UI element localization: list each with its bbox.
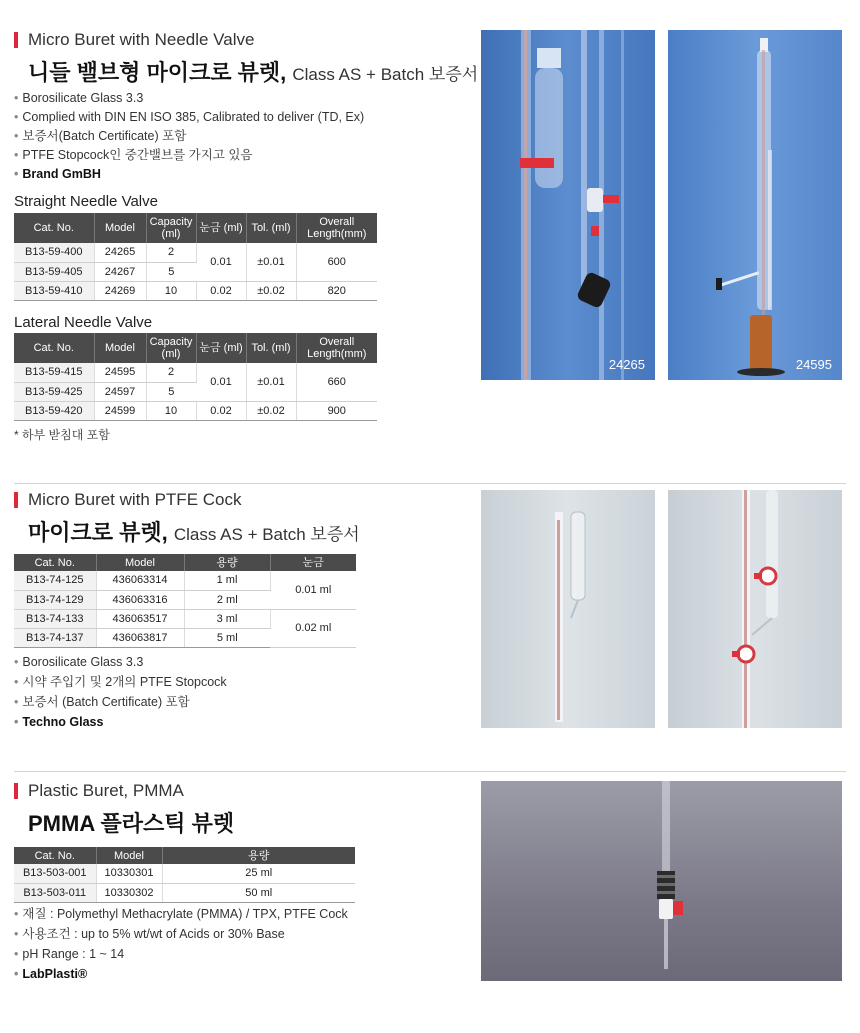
cell-cat: B13-59-420 bbox=[14, 401, 94, 420]
cell-volume: 1 ml bbox=[184, 571, 270, 590]
feature-item: • 보증서(Batch Certificate) 포함 bbox=[14, 127, 364, 146]
feature-item-brand: • Brand GmBH bbox=[14, 165, 364, 184]
col-cat-no: Cat. No. bbox=[14, 213, 94, 243]
feature-item: • Borosilicate Glass 3.3 bbox=[14, 652, 227, 672]
table-row bbox=[14, 864, 355, 883]
cell-length: 660 bbox=[296, 363, 377, 401]
straight-valve-table bbox=[14, 213, 377, 301]
section3-title-en: Plastic Buret, PMMA bbox=[28, 781, 184, 800]
red-bar-icon bbox=[14, 32, 18, 48]
col-model: Model bbox=[94, 333, 146, 363]
col-cat-no: Cat. No. bbox=[14, 847, 96, 864]
cell-capacity: 10 bbox=[146, 281, 196, 300]
cell-cat: B13-503-011 bbox=[14, 883, 96, 902]
red-bar-icon bbox=[14, 783, 18, 799]
pmma-table bbox=[14, 847, 355, 903]
cell-model: 24265 bbox=[94, 243, 146, 262]
feature-item: • 사용조건 : up to 5% wt/wt of Acids or 30% Base bbox=[14, 924, 348, 944]
cell-graduation: 0.01 ml bbox=[270, 571, 356, 609]
section2-heading bbox=[14, 490, 242, 510]
col-model: Model bbox=[96, 554, 184, 571]
cell-model: 436063517 bbox=[96, 609, 184, 628]
cell-model: 10330301 bbox=[96, 864, 162, 883]
cell-volume: 2 ml bbox=[184, 590, 270, 609]
section2-features bbox=[14, 652, 227, 732]
col-tolerance: Tol. (ml) bbox=[246, 333, 296, 363]
cell-model: 24269 bbox=[94, 281, 146, 300]
photo-24265 bbox=[481, 30, 655, 380]
section3-heading bbox=[14, 781, 184, 801]
cell-model: 24599 bbox=[94, 401, 146, 420]
section1-title-ko-text: 니들 밸브형 마이크로 뷰렛, bbox=[28, 60, 287, 85]
cell-graduation: 0.02 bbox=[196, 281, 246, 300]
table-row bbox=[14, 363, 377, 382]
buret-pmma-image bbox=[481, 781, 842, 981]
feature-item-brand: • Techno Glass bbox=[14, 712, 227, 732]
straight-valve-title: Straight Needle Valve bbox=[14, 193, 158, 210]
feature-item: • Complied with DIN EN ISO 385, Calibrated to deliver (TD, Ex) bbox=[14, 108, 364, 127]
cell-tolerance: ±0.02 bbox=[246, 281, 296, 300]
cell-graduation: 0.01 bbox=[196, 243, 246, 281]
cell-cat: B13-74-137 bbox=[14, 628, 96, 647]
cell-tolerance: ±0.02 bbox=[246, 401, 296, 420]
col-capacity: Capacity (ml) bbox=[146, 213, 196, 243]
lateral-valve-title: Lateral Needle Valve bbox=[14, 314, 153, 331]
photo-code-24265: 24265 bbox=[608, 357, 645, 372]
cell-volume: 25 ml bbox=[162, 864, 355, 883]
table-row bbox=[14, 883, 355, 902]
cell-model: 436063316 bbox=[96, 590, 184, 609]
feature-item: • 시약 주입기 및 2개의 PTFE Stopcock bbox=[14, 672, 227, 692]
cell-model: 436063314 bbox=[96, 571, 184, 590]
cell-cat: B13-74-133 bbox=[14, 609, 96, 628]
section3-features bbox=[14, 904, 348, 984]
photo-ptfe-buret-2 bbox=[668, 490, 842, 728]
cell-length: 820 bbox=[296, 281, 377, 300]
section-divider bbox=[14, 771, 846, 772]
table-row bbox=[14, 571, 356, 590]
section3-title-ko bbox=[28, 807, 234, 838]
col-model: Model bbox=[94, 213, 146, 243]
cell-cat: B13-74-129 bbox=[14, 590, 96, 609]
buret-needle-valve-image bbox=[481, 30, 655, 380]
col-volume: 용량 bbox=[162, 847, 355, 864]
photo-pmma-buret bbox=[481, 781, 842, 981]
ptfe-cock-table bbox=[14, 554, 356, 648]
col-cat-no: Cat. No. bbox=[14, 554, 96, 571]
cell-graduation: 0.02 ml bbox=[270, 609, 356, 647]
cell-tolerance: ±0.01 bbox=[246, 363, 296, 401]
feature-item: • Borosilicate Glass 3.3 bbox=[14, 89, 364, 108]
cell-capacity: 2 bbox=[146, 243, 196, 262]
cell-capacity: 5 bbox=[146, 382, 196, 401]
cell-volume: 3 ml bbox=[184, 609, 270, 628]
base-note: * 하부 받침대 포함 bbox=[14, 428, 110, 442]
cell-graduation: 0.01 bbox=[196, 363, 246, 401]
col-graduation: 눈금 (ml) bbox=[196, 333, 246, 363]
red-bar-icon bbox=[14, 492, 18, 508]
buret-lateral-valve-image bbox=[668, 30, 842, 380]
section2-title-suffix: Class AS + Batch 보증서 bbox=[173, 525, 360, 544]
section1-title-en: Micro Buret with Needle Valve bbox=[28, 30, 255, 49]
cell-length: 900 bbox=[296, 401, 377, 420]
cell-cat: B13-59-405 bbox=[14, 262, 94, 281]
cell-tolerance: ±0.01 bbox=[246, 243, 296, 281]
section3-title-ko-text: PMMA 플라스틱 뷰렛 bbox=[28, 811, 235, 836]
col-model: Model bbox=[96, 847, 162, 864]
table-row bbox=[14, 401, 377, 420]
col-length: Overall Length(mm) bbox=[296, 213, 377, 243]
section-divider bbox=[14, 483, 846, 484]
section2-title-ko bbox=[28, 516, 360, 547]
cell-volume: 50 ml bbox=[162, 883, 355, 902]
feature-item: • 보증서 (Batch Certificate) 포함 bbox=[14, 692, 227, 712]
cell-length: 600 bbox=[296, 243, 377, 281]
table-row bbox=[14, 609, 356, 628]
buret-ptfe-image-1 bbox=[481, 490, 655, 728]
col-volume: 용량 bbox=[184, 554, 270, 571]
section1-title-ko bbox=[28, 56, 478, 87]
feature-item: • pH Range : 1 ~ 14 bbox=[14, 944, 348, 964]
cell-cat: B13-59-415 bbox=[14, 363, 94, 382]
photo-ptfe-buret-1 bbox=[481, 490, 655, 728]
cell-cat: B13-59-400 bbox=[14, 243, 94, 262]
photo-24595 bbox=[668, 30, 842, 380]
cell-model: 24267 bbox=[94, 262, 146, 281]
col-graduation: 눈금 (ml) bbox=[196, 213, 246, 243]
section1-features bbox=[14, 89, 364, 184]
table-row bbox=[14, 243, 377, 262]
buret-ptfe-image-2 bbox=[668, 490, 842, 728]
cell-cat: B13-59-410 bbox=[14, 281, 94, 300]
col-tolerance: Tol. (ml) bbox=[246, 213, 296, 243]
section1-heading bbox=[14, 30, 254, 50]
cell-cat: B13-59-425 bbox=[14, 382, 94, 401]
cell-capacity: 10 bbox=[146, 401, 196, 420]
feature-item: • PTFE Stopcock인 중간밸브를 가지고 있음 bbox=[14, 146, 364, 165]
table-row bbox=[14, 281, 377, 300]
cell-model: 24597 bbox=[94, 382, 146, 401]
cell-model: 436063817 bbox=[96, 628, 184, 647]
photo-code-24595: 24595 bbox=[795, 357, 832, 372]
col-length: Overall Length(mm) bbox=[296, 333, 377, 363]
cell-cat: B13-503-001 bbox=[14, 864, 96, 883]
col-cat-no: Cat. No. bbox=[14, 333, 94, 363]
col-graduation: 눈금 bbox=[270, 554, 356, 571]
col-capacity: Capacity (ml) bbox=[146, 333, 196, 363]
feature-item-brand: • LabPlasti® bbox=[14, 964, 348, 984]
cell-capacity: 5 bbox=[146, 262, 196, 281]
cell-model: 10330302 bbox=[96, 883, 162, 902]
cell-model: 24595 bbox=[94, 363, 146, 382]
section2-title-ko-text: 마이크로 뷰렛, bbox=[28, 520, 168, 545]
feature-item: • 재질 : Polymethyl Methacrylate (PMMA) / TPX, PTFE Cock bbox=[14, 904, 348, 924]
section1-title-suffix: Class AS + Batch 보증서 bbox=[292, 65, 479, 84]
cell-capacity: 2 bbox=[146, 363, 196, 382]
lateral-valve-table bbox=[14, 333, 377, 421]
cell-cat: B13-74-125 bbox=[14, 571, 96, 590]
cell-volume: 5 ml bbox=[184, 628, 270, 647]
cell-graduation: 0.02 bbox=[196, 401, 246, 420]
section2-title-en: Micro Buret with PTFE Cock bbox=[28, 490, 242, 509]
